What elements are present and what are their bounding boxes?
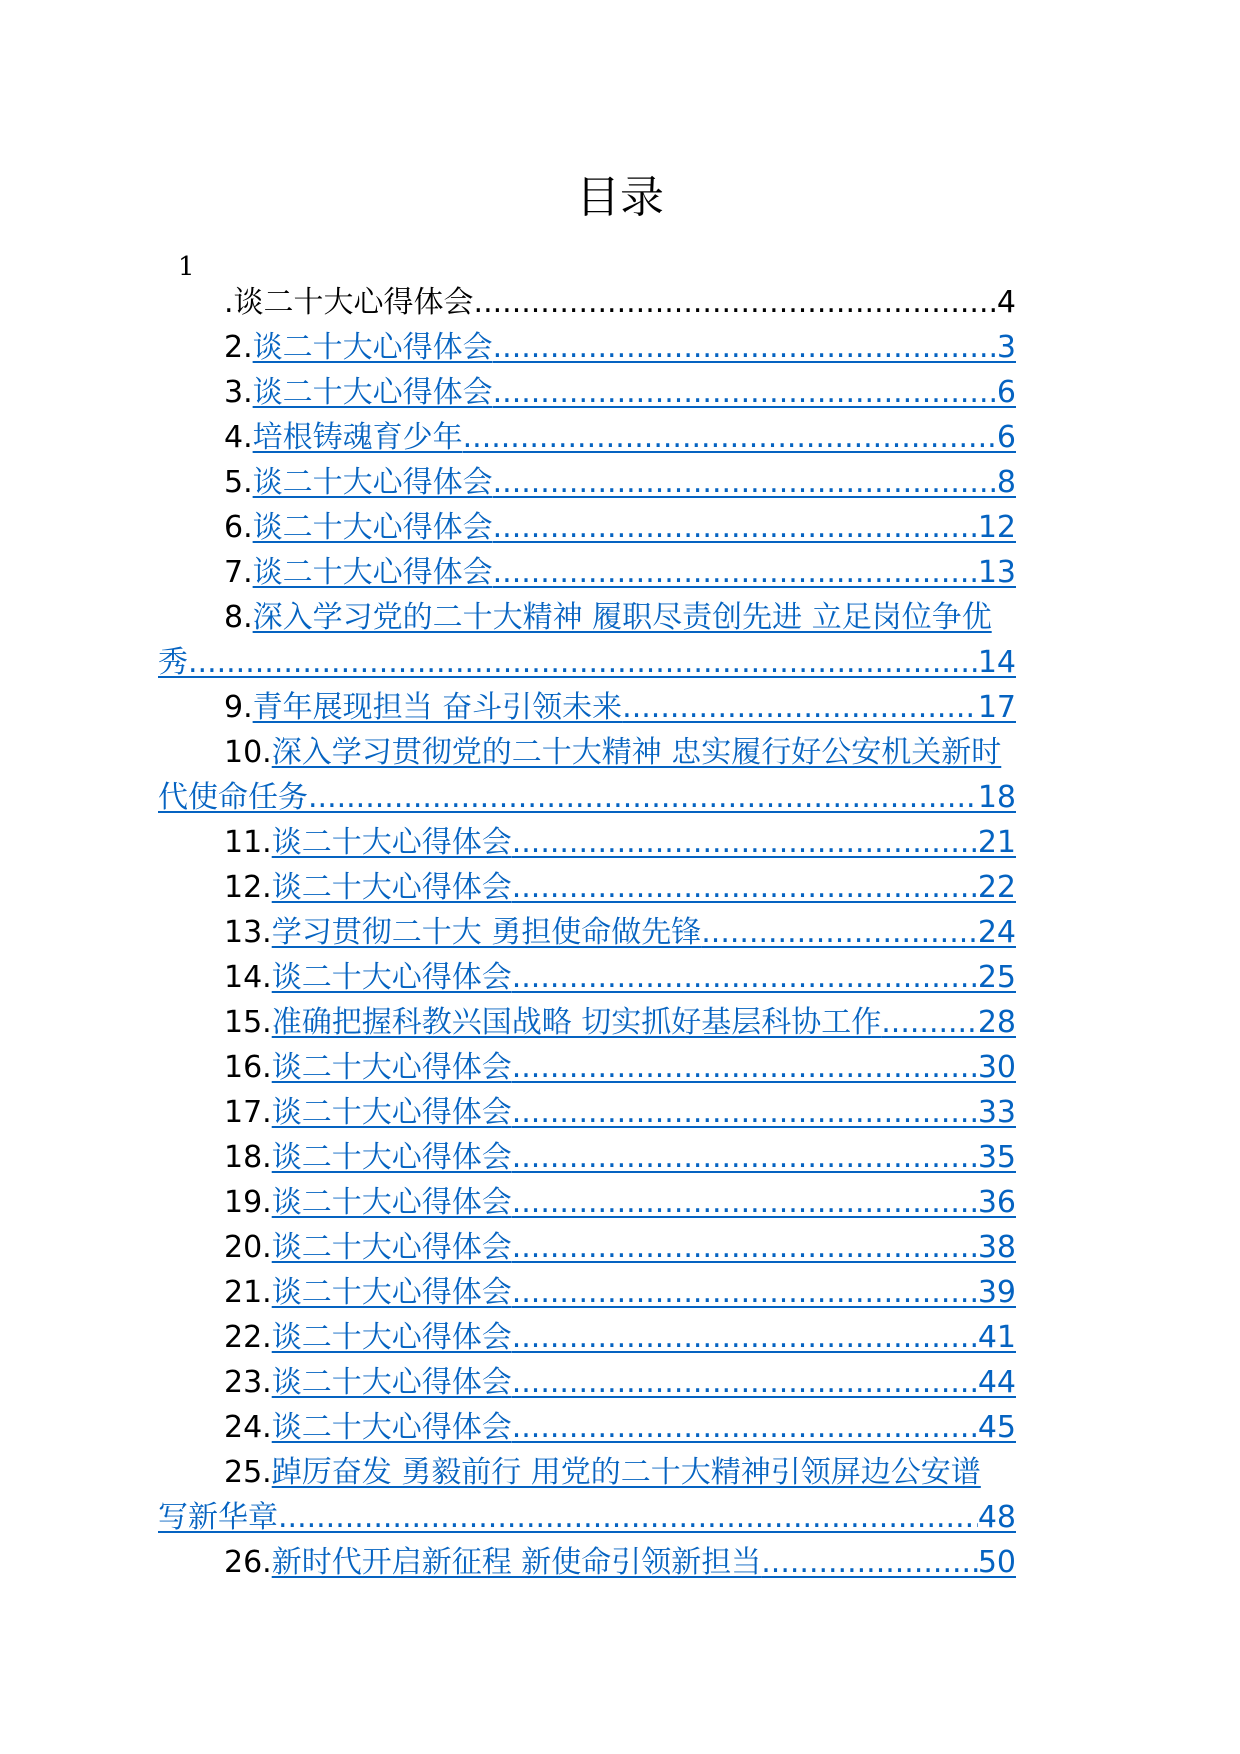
page-marker: 1 <box>178 252 195 282</box>
toc-entry[interactable] <box>224 373 1016 413</box>
toc-entry-number: 11. <box>224 825 272 860</box>
toc-entry-page[interactable]: 17 <box>977 690 1016 725</box>
toc-leader-dots <box>278 1498 978 1538</box>
toc-entry-title[interactable]: 谈二十大心得体会 <box>271 1230 512 1265</box>
toc-leader-dots <box>512 1183 978 1223</box>
toc-leader-dots <box>512 823 978 863</box>
toc-entry-title[interactable]: 深入学习贯彻党的二十大精神 忠实履行好公安机关新时 <box>271 735 1002 770</box>
toc-entry-number: 5. <box>224 465 253 500</box>
toc-entry-title[interactable]: 谈二十大心得体会 <box>271 1140 512 1175</box>
toc-entry[interactable] <box>224 823 1016 863</box>
toc-entry-page[interactable]: 39 <box>977 1275 1016 1310</box>
toc-entry[interactable] <box>224 1273 1016 1313</box>
toc-entry-page[interactable]: 48 <box>977 1500 1016 1535</box>
toc-entry[interactable] <box>224 1138 1016 1178</box>
toc-entry-page[interactable]: 8 <box>996 465 1016 500</box>
toc-leader-dots <box>493 463 997 503</box>
page-title: 目录 <box>576 172 664 223</box>
toc-entry-page[interactable]: 45 <box>977 1410 1016 1445</box>
toc-entry-title[interactable]: 谈二十大心得体会 <box>271 960 512 995</box>
toc-entry-page[interactable]: 30 <box>977 1050 1016 1085</box>
toc-entry[interactable] <box>224 1003 1016 1043</box>
toc-entry-number: 24. <box>224 1410 272 1445</box>
toc-entry-title[interactable]: 谈二十大心得体会 <box>252 510 493 545</box>
toc-entry-number: 19. <box>224 1185 272 1220</box>
toc-entry[interactable] <box>224 688 1016 728</box>
toc-entry-page[interactable]: 24 <box>977 915 1016 950</box>
toc-entry-title[interactable]: 准确把握科教兴国战略 切实抓好基层科协工作 <box>271 1005 882 1040</box>
toc-entry-title[interactable]: 谈二十大心得体会 <box>271 1365 512 1400</box>
toc-entry[interactable] <box>224 1408 1016 1448</box>
toc-entry-number: 10. <box>224 735 272 770</box>
toc-entry-number: 21. <box>224 1275 272 1310</box>
toc-entry-page[interactable]: 3 <box>996 330 1016 365</box>
toc-entry-page[interactable]: 12 <box>977 510 1016 545</box>
toc-entry-page: 4 <box>996 285 1016 320</box>
toc-leader-dots <box>622 688 978 728</box>
toc-entry[interactable] <box>224 1048 1016 1088</box>
toc-leader-dots <box>881 1003 978 1043</box>
toc-entry-number: 20. <box>224 1230 272 1265</box>
toc-entry[interactable] <box>224 1093 1016 1133</box>
toc-entry-number: 9. <box>224 690 253 725</box>
toc-leader-dots <box>512 1318 978 1358</box>
toc-entry-page[interactable]: 44 <box>977 1365 1016 1400</box>
toc-entry[interactable] <box>224 328 1016 368</box>
toc-entry-number: 7. <box>224 555 253 590</box>
toc-entry-page[interactable]: 6 <box>996 420 1016 455</box>
toc-entry-title[interactable]: 培根铸魂育少年 <box>252 420 463 455</box>
toc-entry[interactable] <box>224 553 1016 593</box>
toc-leader-dots <box>512 1048 978 1088</box>
toc-leader-dots <box>493 508 978 548</box>
toc-leader-dots <box>493 553 978 593</box>
toc-entry-page[interactable]: 13 <box>977 555 1016 590</box>
toc-entry-title[interactable]: 谈二十大心得体会 <box>252 330 493 365</box>
toc-entry-number: 3. <box>224 375 253 410</box>
toc-entry[interactable] <box>224 868 1016 908</box>
toc-leader-dots <box>493 328 997 368</box>
toc-entry-title[interactable]: 青年展现担当 奋斗引领未来 <box>252 690 623 725</box>
toc-entry-title-cont[interactable]: 代使命任务 <box>158 780 308 815</box>
toc-entry-number: 6. <box>224 510 253 545</box>
toc-entry[interactable] <box>224 1228 1016 1268</box>
toc-entry-number: 17. <box>224 1095 272 1130</box>
toc-leader-dots <box>512 1138 978 1178</box>
toc-entry-page[interactable]: 33 <box>977 1095 1016 1130</box>
toc-entry[interactable] <box>224 1543 1016 1583</box>
toc-entry-title[interactable]: 深入学习党的二十大精神 履职尽责创先进 立足岗位争优 <box>252 600 992 635</box>
toc-leader-dots <box>512 1273 978 1313</box>
toc-entry-number: 22. <box>224 1320 272 1355</box>
toc-entry-number: 15. <box>224 1005 272 1040</box>
toc-entry-title[interactable]: 学习贯彻二十大 勇担使命做先锋 <box>271 915 702 950</box>
toc-leader-dots <box>701 913 978 953</box>
toc-entry[interactable] <box>224 508 1016 548</box>
toc-leader-dots <box>512 1228 978 1268</box>
toc-entry-title-cont[interactable]: 写新华章 <box>158 1500 278 1535</box>
toc-entry-number: 14. <box>224 960 272 995</box>
toc-entry-page[interactable]: 18 <box>977 780 1016 815</box>
toc-entry-page[interactable]: 6 <box>996 375 1016 410</box>
toc-entry-page[interactable]: 50 <box>977 1545 1016 1580</box>
toc-entry-continuation[interactable] <box>158 778 1016 818</box>
toc-entry-title[interactable]: 谈二十大心得体会 <box>271 1050 512 1085</box>
toc-leader-dots <box>761 1543 978 1583</box>
toc-entry-title[interactable]: 谈二十大心得体会 <box>271 1320 512 1355</box>
toc-entry-page[interactable]: 36 <box>977 1185 1016 1220</box>
toc-entry-title[interactable]: 谈二十大心得体会 <box>252 555 493 590</box>
toc-entry[interactable] <box>224 913 1016 953</box>
toc-leader-dots <box>493 373 997 413</box>
toc-entry-title[interactable]: 新时代开启新征程 新使命引领新担当 <box>271 1545 762 1580</box>
toc-entry-page[interactable]: 35 <box>977 1140 1016 1175</box>
toc-entry-title[interactable]: 谈二十大心得体会 <box>271 825 512 860</box>
toc-entry[interactable] <box>224 958 1016 998</box>
toc-entry[interactable] <box>224 1363 1016 1403</box>
toc-entry-title[interactable]: 谈二十大心得体会 <box>252 375 493 410</box>
toc-entry-title[interactable]: 踔厉奋发 勇毅前行 用党的二十大精神引领屏边公安谱 <box>271 1455 981 1490</box>
toc-leader-dots <box>308 778 978 818</box>
toc-entry-number: 18. <box>224 1140 272 1175</box>
toc-entry-page[interactable]: 28 <box>977 1005 1016 1040</box>
toc-entry-continuation[interactable] <box>158 643 1016 683</box>
toc-entry-title[interactable]: 谈二十大心得体会 <box>252 465 493 500</box>
toc-entry-number: 4. <box>224 420 253 455</box>
toc-entry-page[interactable]: 38 <box>977 1230 1016 1265</box>
toc-entry[interactable] <box>224 733 1082 773</box>
toc-entry-number: 2. <box>224 330 253 365</box>
toc-entry <box>224 283 1016 323</box>
toc-entry-title-cont[interactable]: 秀 <box>158 645 188 680</box>
toc-leader-dots <box>512 1093 978 1133</box>
toc-leader-dots <box>512 958 978 998</box>
toc-entry-title: .谈二十大心得体会 <box>224 285 474 320</box>
toc-entry[interactable] <box>224 1453 1082 1493</box>
toc-entry-title[interactable]: 谈二十大心得体会 <box>271 870 512 905</box>
toc-leader-dots <box>463 418 997 458</box>
toc-entry-page[interactable]: 21 <box>977 825 1016 860</box>
toc-entry[interactable] <box>224 1183 1016 1223</box>
toc-entry-number: 16. <box>224 1050 272 1085</box>
toc-entry-title[interactable]: 谈二十大心得体会 <box>271 1185 512 1220</box>
toc-leader-dots <box>512 868 978 908</box>
toc-entry-number: 13. <box>224 915 272 950</box>
toc-leader-dots <box>512 1408 978 1448</box>
toc-entry-continuation[interactable] <box>158 1498 1016 1538</box>
toc-entry-number: 25. <box>224 1455 272 1490</box>
toc-entry-number: 26. <box>224 1545 272 1580</box>
toc-entry-page[interactable]: 14 <box>977 645 1016 680</box>
toc-entry-page[interactable]: 41 <box>977 1320 1016 1355</box>
toc-entry-number: 8. <box>224 600 253 635</box>
toc-entry-title[interactable]: 谈二十大心得体会 <box>271 1095 512 1130</box>
toc-entry-number: 12. <box>224 870 272 905</box>
toc-entry-title[interactable]: 谈二十大心得体会 <box>271 1275 512 1310</box>
toc-entry-title[interactable]: 谈二十大心得体会 <box>271 1410 512 1445</box>
toc-leader-dots <box>474 283 997 323</box>
toc-entry[interactable] <box>224 418 1016 458</box>
toc-entry[interactable] <box>224 1318 1016 1358</box>
toc-leader-dots <box>512 1363 978 1403</box>
toc-entry-number: 23. <box>224 1365 272 1400</box>
toc-entry-page[interactable]: 25 <box>977 960 1016 995</box>
toc-entry[interactable] <box>224 598 1082 638</box>
toc-leader-dots <box>188 643 978 683</box>
toc-entry[interactable] <box>224 463 1016 503</box>
toc-entry-page[interactable]: 22 <box>977 870 1016 905</box>
